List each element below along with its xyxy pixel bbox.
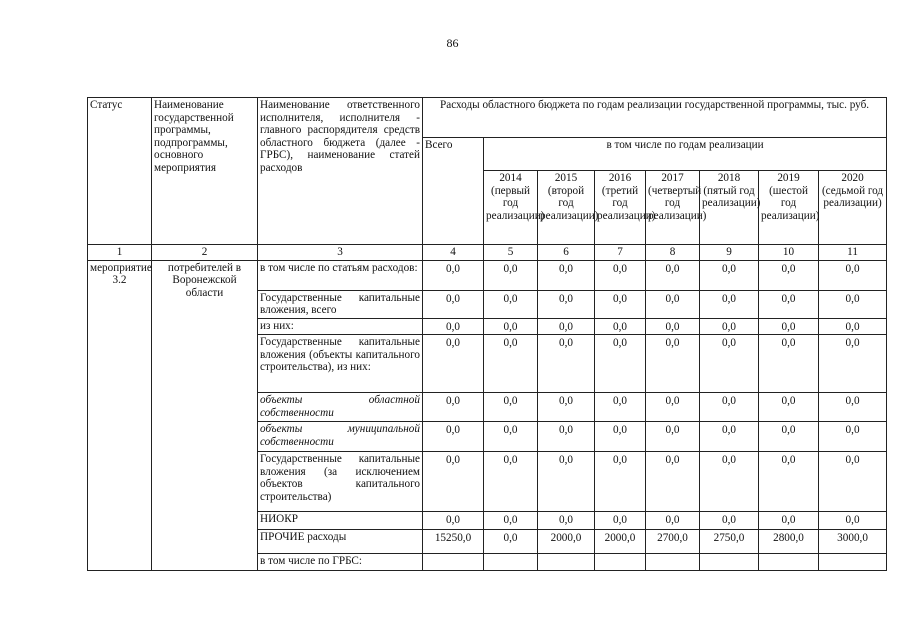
value-cell: 0,0 bbox=[538, 335, 595, 393]
header-year-2020: 2020 (седьмой год реализации) bbox=[819, 171, 887, 245]
value-cell: 0,0 bbox=[759, 260, 819, 290]
row-label: Государственные капитальные вложения (за исключением объектов капитального строительства) bbox=[258, 452, 423, 512]
value-cell: 0,0 bbox=[819, 290, 887, 318]
value-cell: 0,0 bbox=[423, 260, 484, 290]
value-cell: 0,0 bbox=[423, 452, 484, 512]
header-by-years: в том числе по годам реализации bbox=[484, 138, 887, 171]
budget-table bbox=[87, 97, 887, 571]
header-year-2016: 2016 (третий год реализации) bbox=[595, 171, 646, 245]
header-executor: Наименование ответственного исполнителя, исполнителя - главного распорядителя средств областного бюджета (далее - ГРБС), наименование статей расходов bbox=[258, 98, 423, 245]
row-label: в том числе по статьям расходов: bbox=[258, 260, 423, 290]
header-year-2014: 2014 (первый год реализации) bbox=[484, 171, 538, 245]
value-cell: 0,0 bbox=[759, 393, 819, 422]
col-number: 3 bbox=[258, 245, 423, 261]
header-year-2018: 2018 (пятый год реализации) bbox=[700, 171, 759, 245]
value-cell: 0,0 bbox=[538, 512, 595, 530]
value-cell bbox=[759, 554, 819, 571]
value-cell: 0,0 bbox=[484, 260, 538, 290]
value-cell: 0,0 bbox=[646, 452, 700, 512]
value-cell: 0,0 bbox=[484, 290, 538, 318]
col-number: 6 bbox=[538, 245, 595, 261]
value-cell: 0,0 bbox=[819, 452, 887, 512]
value-cell: 0,0 bbox=[484, 512, 538, 530]
row-label: из них: bbox=[258, 318, 423, 335]
value-cell: 2000,0 bbox=[595, 530, 646, 554]
value-cell: 0,0 bbox=[538, 393, 595, 422]
value-cell: 0,0 bbox=[819, 393, 887, 422]
value-cell: 0,0 bbox=[595, 335, 646, 393]
col-number: 7 bbox=[595, 245, 646, 261]
value-cell: 0,0 bbox=[819, 512, 887, 530]
value-cell: 0,0 bbox=[538, 260, 595, 290]
value-cell bbox=[538, 554, 595, 571]
value-cell: 0,0 bbox=[646, 290, 700, 318]
value-cell: 2000,0 bbox=[538, 530, 595, 554]
value-cell: 0,0 bbox=[759, 512, 819, 530]
value-cell: 0,0 bbox=[759, 422, 819, 452]
col-number: 11 bbox=[819, 245, 887, 261]
value-cell: 0,0 bbox=[700, 422, 759, 452]
value-cell bbox=[423, 554, 484, 571]
value-cell: 0,0 bbox=[819, 260, 887, 290]
value-cell: 0,0 bbox=[700, 290, 759, 318]
value-cell: 0,0 bbox=[595, 290, 646, 318]
header-status: Статус bbox=[88, 98, 152, 245]
value-cell: 0,0 bbox=[538, 422, 595, 452]
value-cell: 0,0 bbox=[700, 512, 759, 530]
value-cell: 0,0 bbox=[759, 452, 819, 512]
value-cell: 0,0 bbox=[484, 422, 538, 452]
value-cell: 0,0 bbox=[484, 318, 538, 335]
row-label: Государственные капитальные вложения, всего bbox=[258, 290, 423, 318]
col-number: 4 bbox=[423, 245, 484, 261]
col-number: 1 bbox=[88, 245, 152, 261]
value-cell: 0,0 bbox=[646, 512, 700, 530]
value-cell: 0,0 bbox=[595, 422, 646, 452]
value-cell: 0,0 bbox=[538, 318, 595, 335]
row-label: Государственные капитальные вложения (объекты капитального строительства), из них: bbox=[258, 335, 423, 393]
page-number: 86 bbox=[446, 36, 459, 50]
value-cell: 0,0 bbox=[484, 452, 538, 512]
value-cell: 0,0 bbox=[484, 393, 538, 422]
value-cell: 0,0 bbox=[595, 452, 646, 512]
value-cell: 0,0 bbox=[646, 318, 700, 335]
value-cell: 0,0 bbox=[819, 318, 887, 335]
row-label: объекты областной собственности bbox=[258, 393, 423, 422]
header-year-2015: 2015 (второй год реализации) bbox=[538, 171, 595, 245]
row-label: ПРОЧИЕ расходы bbox=[258, 530, 423, 554]
value-cell: 0,0 bbox=[646, 260, 700, 290]
value-cell: 0,0 bbox=[484, 530, 538, 554]
header-total: Всего bbox=[423, 138, 484, 245]
value-cell: 0,0 bbox=[423, 393, 484, 422]
value-cell: 2800,0 bbox=[759, 530, 819, 554]
value-cell: 0,0 bbox=[423, 318, 484, 335]
value-cell: 0,0 bbox=[646, 422, 700, 452]
value-cell: 2750,0 bbox=[700, 530, 759, 554]
value-cell: 0,0 bbox=[819, 335, 887, 393]
value-cell bbox=[484, 554, 538, 571]
value-cell: 0,0 bbox=[538, 452, 595, 512]
value-cell: 0,0 bbox=[538, 290, 595, 318]
value-cell bbox=[595, 554, 646, 571]
value-cell: 0,0 bbox=[646, 335, 700, 393]
value-cell: 0,0 bbox=[595, 260, 646, 290]
value-cell: 3000,0 bbox=[819, 530, 887, 554]
header-year-2017: 2017 (четвертый год реализации) bbox=[646, 171, 700, 245]
row-label: объекты муниципальной собственности bbox=[258, 422, 423, 452]
value-cell: 0,0 bbox=[700, 318, 759, 335]
value-cell: 0,0 bbox=[819, 422, 887, 452]
value-cell: 0,0 bbox=[595, 512, 646, 530]
value-cell: 0,0 bbox=[595, 318, 646, 335]
value-cell: 0,0 bbox=[700, 452, 759, 512]
value-cell: 0,0 bbox=[759, 335, 819, 393]
header-program-name: Наименование государственной программы, подпрограммы, основного мероприятия bbox=[152, 98, 258, 245]
value-cell: 0,0 bbox=[759, 318, 819, 335]
program-value: потребителей в Воронежской области bbox=[152, 260, 258, 571]
value-cell: 0,0 bbox=[700, 260, 759, 290]
header-expenses: Расходы областного бюджета по годам реализации государственной программы, тыс. руб. bbox=[423, 98, 887, 138]
value-cell bbox=[646, 554, 700, 571]
value-cell: 15250,0 bbox=[423, 530, 484, 554]
value-cell: 0,0 bbox=[423, 290, 484, 318]
value-cell bbox=[819, 554, 887, 571]
value-cell: 0,0 bbox=[484, 335, 538, 393]
value-cell: 0,0 bbox=[423, 335, 484, 393]
col-number: 5 bbox=[484, 245, 538, 261]
value-cell: 0,0 bbox=[646, 393, 700, 422]
value-cell: 0,0 bbox=[700, 335, 759, 393]
col-number: 8 bbox=[646, 245, 700, 261]
header-year-2019: 2019 (шестой год реализации) bbox=[759, 171, 819, 245]
col-number: 9 bbox=[700, 245, 759, 261]
col-number: 10 bbox=[759, 245, 819, 261]
value-cell: 2700,0 bbox=[646, 530, 700, 554]
value-cell: 0,0 bbox=[700, 393, 759, 422]
value-cell: 0,0 bbox=[759, 290, 819, 318]
value-cell: 0,0 bbox=[595, 393, 646, 422]
value-cell bbox=[700, 554, 759, 571]
row-label: в том числе по ГРБС: bbox=[258, 554, 423, 571]
value-cell: 0,0 bbox=[423, 422, 484, 452]
value-cell: 0,0 bbox=[423, 512, 484, 530]
col-number: 2 bbox=[152, 245, 258, 261]
row-label: НИОКР bbox=[258, 512, 423, 530]
status-value: мероприятие 3.2 bbox=[88, 260, 152, 571]
